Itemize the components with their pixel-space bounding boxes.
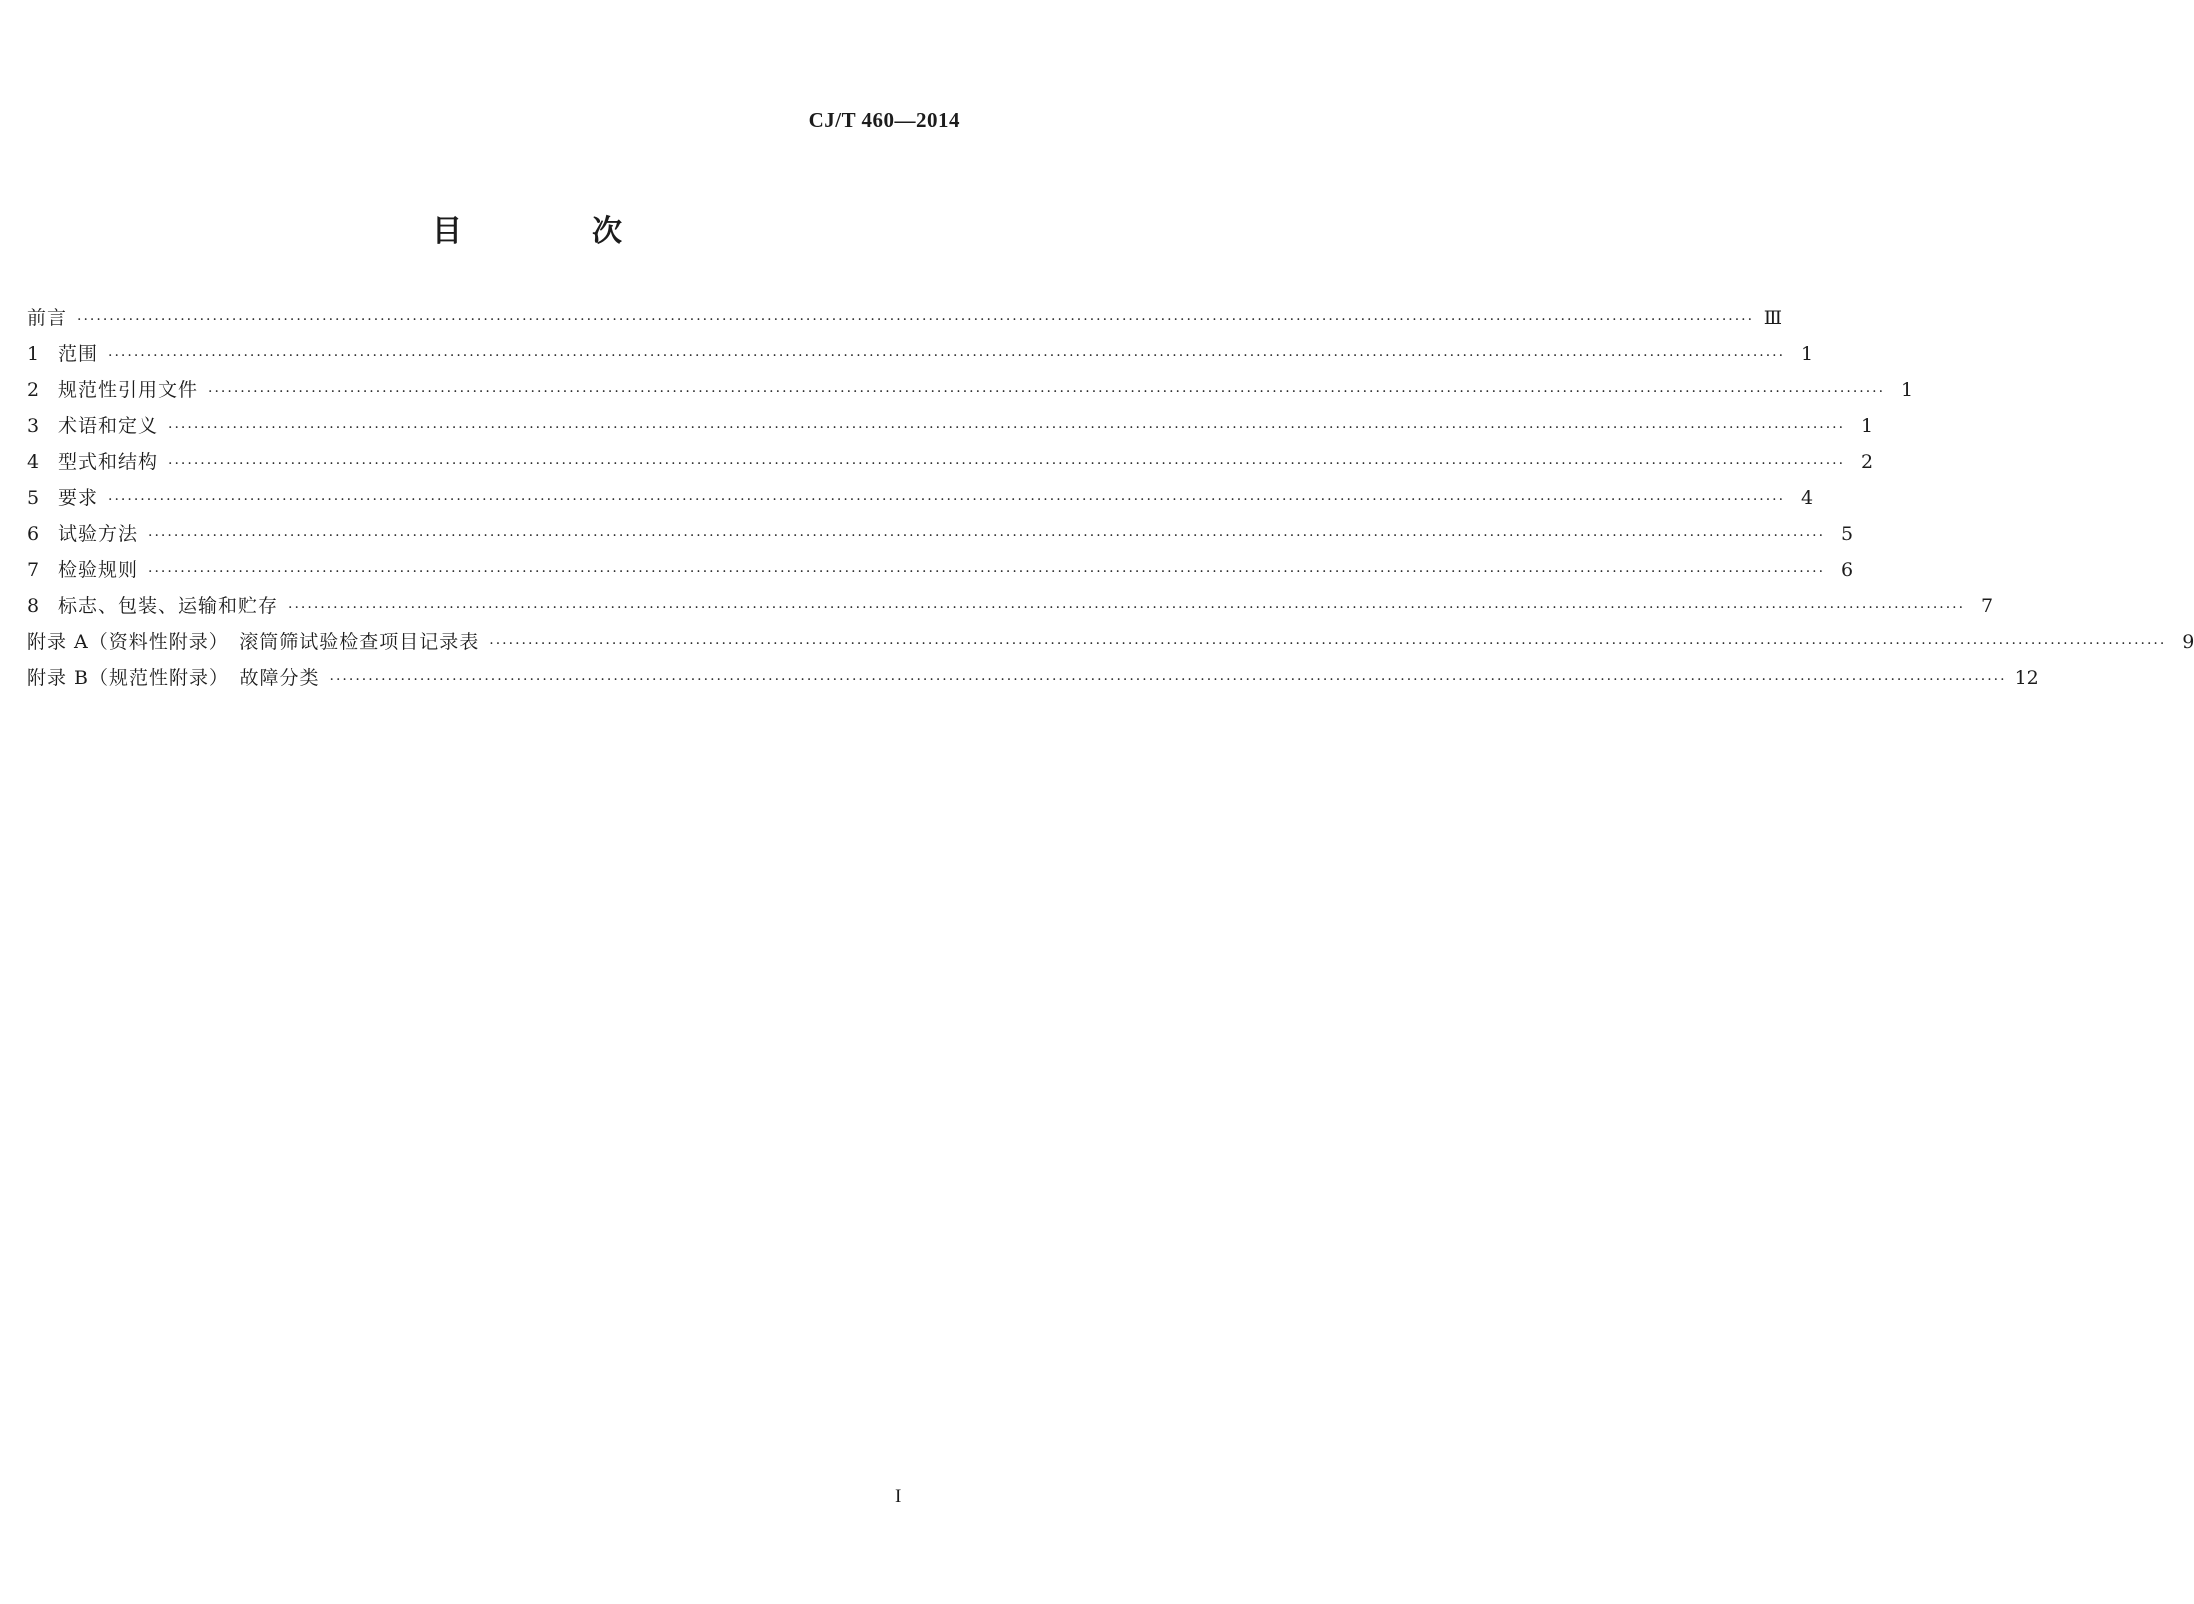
- toc-entry-page: 2: [1860, 451, 1874, 473]
- toc-entry[interactable]: [27, 300, 1783, 336]
- toc-entry-number: 2: [27, 379, 40, 401]
- toc-leader-dots: ····································································································································································································································································: [108, 492, 1786, 508]
- toc-entry-label: 标志、包装、运输和贮存: [58, 595, 279, 617]
- toc-leader-dots: ····································································································································································································································································: [148, 564, 1826, 580]
- toc-entry-page: 1: [1800, 343, 1814, 365]
- toc-leader-dots: ····································································································································································································································································: [108, 348, 1786, 364]
- toc-leader-dots: ····································································································································································································································································: [77, 312, 1755, 328]
- toc-entry-label: 试验方法: [58, 523, 139, 545]
- toc-entry[interactable]: [27, 444, 1874, 480]
- toc-entry-page: 9: [2182, 631, 2194, 653]
- toc-entry-label: 附录 B（规范性附录） 故障分类: [27, 667, 320, 689]
- toc-leader-dots: ····································································································································································································································································: [489, 636, 2167, 652]
- toc-entry-page: 7: [1980, 595, 1994, 617]
- toc-leader-dots: ····································································································································································································································································: [168, 456, 1846, 472]
- toc-leader-dots: ····································································································································································································································································: [148, 528, 1826, 544]
- toc-entry-page: 4: [1800, 487, 1814, 509]
- toc-entry-label: 范围: [58, 343, 99, 365]
- toc-title: 目 次: [432, 214, 672, 249]
- toc-entry-label: 型式和结构: [58, 451, 159, 473]
- toc-entry[interactable]: [27, 516, 1854, 552]
- toc-entry-label: 附录 A（资料性附录） 滚筒筛试验检查项目记录表: [27, 631, 480, 653]
- toc-entry-label: 规范性引用文件: [58, 379, 199, 401]
- toc-entry-label: 前言: [27, 307, 68, 329]
- toc-entry[interactable]: [27, 408, 1874, 444]
- toc-entry-label: 要求: [58, 487, 99, 509]
- toc-entry-page: 12: [2014, 667, 2039, 689]
- toc-entry-page: 6: [1840, 559, 1854, 581]
- toc-entry-page: Ⅲ: [1763, 307, 1783, 329]
- toc-entry-page: 5: [1840, 523, 1854, 545]
- toc-entry-number: 4: [27, 451, 40, 473]
- toc-entry[interactable]: [27, 480, 1814, 516]
- toc-list: [27, 300, 2194, 696]
- toc-entry-number: 5: [27, 487, 40, 509]
- toc-entry-number: 6: [27, 523, 40, 545]
- toc-entry-number: 1: [27, 343, 40, 365]
- toc-entry[interactable]: [27, 660, 2039, 696]
- toc-leader-dots: ····································································································································································································································································: [208, 384, 1886, 400]
- toc-leader-dots: ····································································································································································································································································: [288, 600, 1966, 616]
- toc-leader-dots: ····································································································································································································································································: [329, 672, 2007, 688]
- toc-entry[interactable]: [27, 336, 1814, 372]
- toc-entry[interactable]: [27, 552, 1854, 588]
- toc-entry[interactable]: [27, 624, 2194, 660]
- toc-entry-number: 7: [27, 559, 40, 581]
- standard-code: CJ/T 460—2014: [808, 108, 960, 132]
- toc-leader-dots: ····································································································································································································································································: [168, 420, 1846, 436]
- toc-entry[interactable]: [27, 588, 1994, 624]
- toc-entry-page: 1: [1900, 379, 1914, 401]
- toc-entry-label: 术语和定义: [58, 415, 159, 437]
- toc-entry[interactable]: [27, 372, 1914, 408]
- toc-entry-label: 检验规则: [58, 559, 139, 581]
- toc-entry-number: 8: [27, 595, 40, 617]
- toc-entry-page: 1: [1860, 415, 1874, 437]
- toc-entry-number: 3: [27, 415, 40, 437]
- page-number: I: [895, 1486, 902, 1507]
